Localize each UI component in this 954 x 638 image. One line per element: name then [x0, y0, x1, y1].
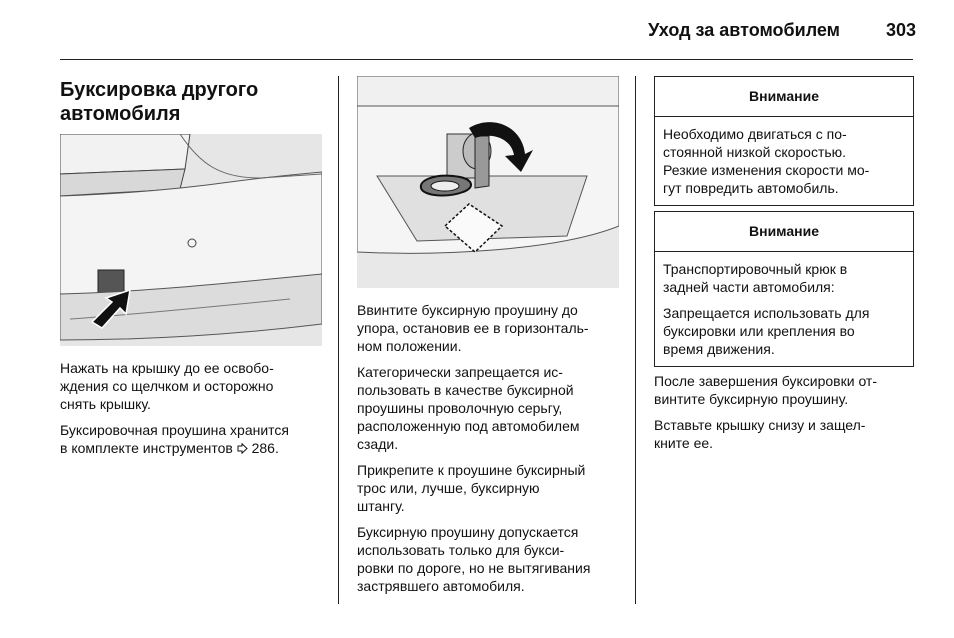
warning-body — [655, 117, 913, 197]
text-line: сзади. — [357, 436, 399, 452]
text-line: Резкие изменения скорости мо- — [663, 162, 870, 178]
text-line: застрявшего автомобиля. — [357, 578, 525, 594]
text-line: стоянной низкой скоростью. — [663, 144, 847, 160]
warning-heading: Внимание — [655, 77, 913, 117]
bumper-cover-illustration — [60, 134, 322, 346]
text-line: использовать только для букси- — [357, 542, 565, 558]
text-line: ровки по дороге, но не вытягивания — [357, 560, 591, 576]
text-line: задней части автомобиля: — [663, 279, 835, 295]
text-line: проушины проволочную серьгу, — [357, 400, 563, 416]
paragraph — [357, 363, 627, 453]
paragraph — [357, 523, 627, 595]
text-line: винтите буксирную проушину. — [654, 391, 849, 407]
column-3-text — [654, 372, 919, 460]
column-1-text — [60, 359, 322, 465]
text-line: Вставьте крышку снизу и защел- — [654, 417, 866, 433]
paragraph — [357, 301, 627, 355]
text-line: Ввинтите буксирную проушину до — [357, 302, 578, 318]
paragraph — [663, 260, 905, 296]
page-reference-link[interactable]: 286. — [251, 440, 279, 456]
text-line: расположенную под автомобилем — [357, 418, 580, 434]
text-line: Необходимо двигаться с по- — [663, 126, 847, 142]
text-line: пользовать в качестве буксирной — [357, 382, 574, 398]
header-rule — [60, 59, 913, 60]
section-title-line: Буксировка другого — [60, 79, 259, 101]
text-line: Буксирную проушину допускается — [357, 524, 579, 540]
figure-towing-eye — [357, 76, 619, 288]
text-line: Транспортировочный крюк в — [663, 261, 848, 277]
text-line: снять крышку. — [60, 396, 151, 412]
paragraph — [60, 359, 322, 413]
paragraph — [60, 421, 322, 457]
text-line: буксировки или крепления во — [663, 323, 855, 339]
paragraph — [654, 416, 919, 452]
warning-box — [654, 211, 914, 367]
warning-body — [655, 252, 913, 358]
text-line: кните ее. — [654, 435, 714, 451]
text-line: ном положении. — [357, 338, 462, 354]
towing-eye-illustration — [357, 76, 619, 288]
section-title — [60, 78, 320, 126]
page-number: 303 — [885, 20, 916, 40]
section-title-line: автомобиля — [60, 103, 181, 125]
column-divider-1 — [338, 76, 339, 604]
warning-heading: Внимание — [655, 212, 913, 252]
text-line: Категорически запрещается ис- — [357, 364, 563, 380]
text-line: штангу. — [357, 498, 405, 514]
paragraph — [654, 372, 919, 408]
paragraph — [663, 304, 905, 358]
column-divider-2 — [635, 76, 636, 604]
text-line: Прикрепите к проушине буксирный — [357, 462, 586, 478]
text-line — [60, 439, 322, 457]
text-line: После завершения буксировки от- — [654, 373, 878, 389]
text-line: упора, остановив ее в горизонталь- — [357, 320, 589, 336]
arrow-reference-icon[interactable] — [237, 440, 252, 456]
paragraph — [357, 461, 627, 515]
text-line: Нажать на крышку до ее освобо- — [60, 360, 274, 376]
text-line: время движения. — [663, 341, 775, 357]
warning-box — [654, 76, 914, 206]
text-line: гут повредить автомобиль. — [663, 180, 839, 196]
running-header-title: Уход за автомобилем — [648, 20, 840, 40]
text-fragment: в комплекте инструментов — [60, 440, 233, 456]
text-line: Запрещается использовать для — [663, 305, 870, 321]
column-2-text — [357, 301, 627, 603]
figure-bumper-cover — [60, 134, 322, 346]
text-line: трос или, лучше, буксирную — [357, 480, 540, 496]
paragraph — [663, 125, 905, 197]
text-line: ждения со щелчком и осторожно — [60, 378, 274, 394]
text-line: Буксировочная проушина хранится — [60, 422, 290, 438]
